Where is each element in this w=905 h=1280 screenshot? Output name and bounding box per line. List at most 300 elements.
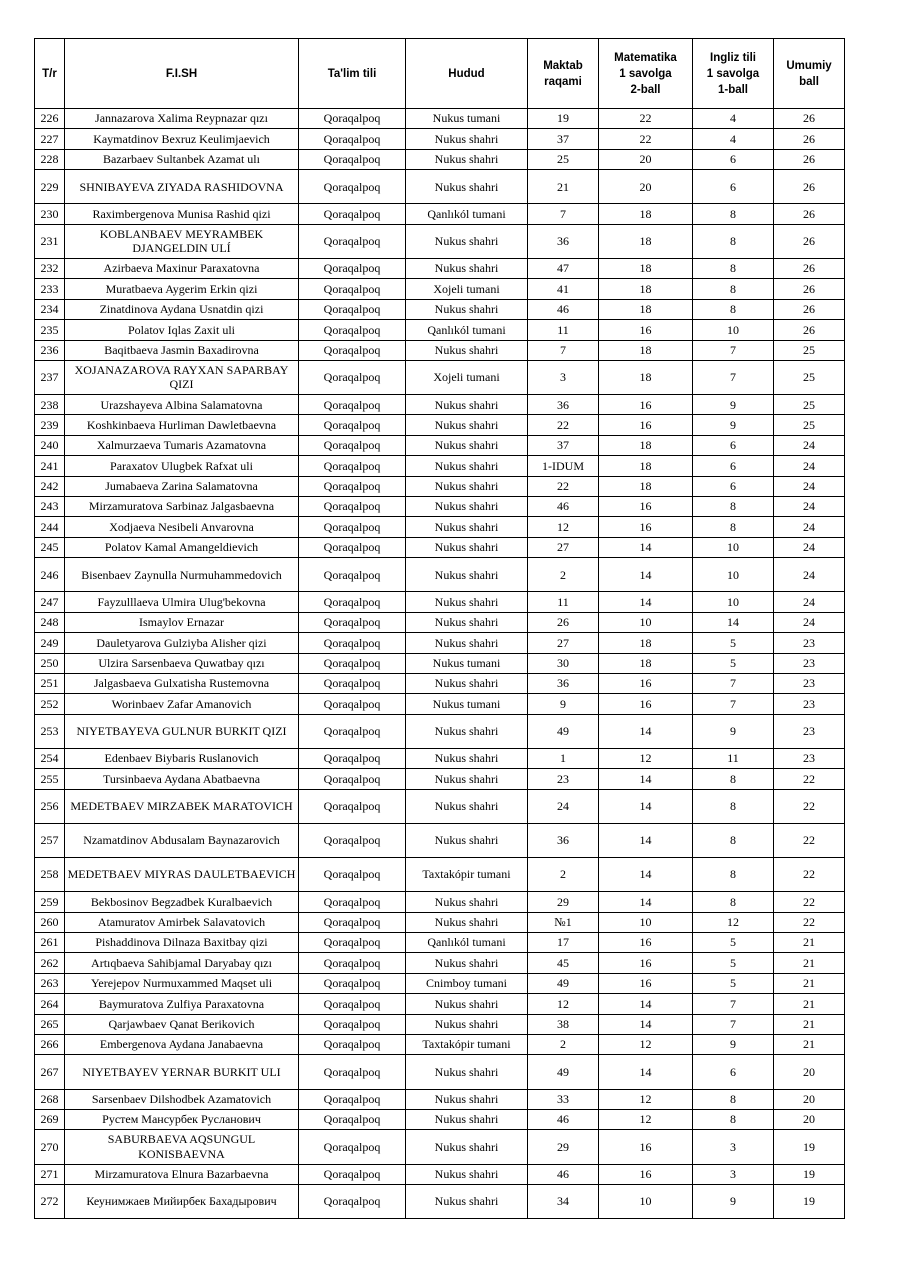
cell-row-number: 259 [35,892,65,912]
cell-total-score: 22 [774,823,845,857]
cell-region: Nukus shahri [406,1164,528,1184]
cell-english-score: 7 [693,1014,774,1034]
cell-row-number: 252 [35,694,65,714]
cell-full-name: Atamuratov Amirbek Salavatovich [65,912,299,932]
cell-full-name: Jannazarova Xalima Reypnazar qızı [65,109,299,129]
cell-math-score: 12 [599,1089,693,1109]
cell-full-name: Baymuratova Zulfiya Paraxatovna [65,994,299,1014]
cell-full-name: Bisenbaev Zaynulla Nurmuhammedovich [65,558,299,592]
cell-region: Nukus tumani [406,653,528,673]
cell-math-score: 18 [599,279,693,299]
cell-english-score: 9 [693,714,774,748]
cell-row-number: 242 [35,476,65,496]
cell-row-number: 226 [35,109,65,129]
cell-region: Nukus shahri [406,149,528,169]
cell-school-number: 9 [528,694,599,714]
cell-full-name: Yerejepov Nurmuxammed Maqset uli [65,973,299,993]
cell-math-score: 14 [599,558,693,592]
cell-total-score: 24 [774,537,845,557]
cell-school-number: 46 [528,1109,599,1129]
cell-english-score: 6 [693,149,774,169]
cell-row-number: 265 [35,1014,65,1034]
cell-english-score: 6 [693,456,774,476]
table-row [35,456,845,476]
cell-school-number: 22 [528,476,599,496]
cell-language: Qoraqalpoq [299,1109,406,1129]
cell-row-number: 246 [35,558,65,592]
cell-math-score: 22 [599,109,693,129]
cell-row-number: 228 [35,149,65,169]
cell-total-score: 21 [774,994,845,1014]
cell-total-score: 21 [774,973,845,993]
cell-total-score: 26 [774,224,845,258]
cell-full-name: Xodjaeva Nesibeli Anvarovna [65,517,299,537]
cell-total-score: 25 [774,360,845,394]
cell-school-number: 49 [528,973,599,993]
cell-total-score: 26 [774,109,845,129]
cell-school-number: 27 [528,633,599,653]
cell-english-score: 6 [693,476,774,496]
cell-row-number: 255 [35,769,65,789]
table-row [35,497,845,517]
cell-total-score: 22 [774,769,845,789]
table-row [35,1089,845,1109]
col-header-total-score: Umumiy ball [774,39,845,109]
cell-language: Qoraqalpoq [299,933,406,953]
cell-full-name: NIYETBAYEV YERNAR BURKIT ULI [65,1055,299,1089]
cell-english-score: 7 [693,340,774,360]
cell-english-score: 7 [693,994,774,1014]
cell-region: Xojeli tumani [406,279,528,299]
cell-region: Nukus shahri [406,823,528,857]
cell-math-score: 16 [599,973,693,993]
cell-full-name: Urazshayeva Albina Salamatovna [65,395,299,415]
cell-region: Nukus shahri [406,673,528,693]
cell-math-score: 18 [599,258,693,278]
cell-language: Qoraqalpoq [299,633,406,653]
table-row [35,170,845,204]
cell-total-score: 24 [774,456,845,476]
cell-region: Nukus shahri [406,299,528,319]
cell-language: Qoraqalpoq [299,435,406,455]
table-row [35,1109,845,1129]
cell-total-score: 21 [774,953,845,973]
table-row [35,912,845,932]
table-row [35,129,845,149]
cell-english-score: 5 [693,633,774,653]
cell-region: Taxtakópir tumani [406,1035,528,1055]
cell-total-score: 19 [774,1184,845,1218]
table-row [35,476,845,496]
cell-region: Nukus shahri [406,537,528,557]
table-row [35,204,845,224]
cell-language: Qoraqalpoq [299,170,406,204]
cell-english-score: 9 [693,1184,774,1218]
cell-total-score: 21 [774,1014,845,1034]
col-header-math-score: Matematika 1 savolga 2-ball [599,39,693,109]
table-row [35,558,845,592]
table-row [35,299,845,319]
table-row [35,748,845,768]
cell-region: Nukus shahri [406,415,528,435]
cell-school-number: 19 [528,109,599,129]
cell-language: Qoraqalpoq [299,769,406,789]
cell-english-score: 8 [693,892,774,912]
cell-math-score: 18 [599,299,693,319]
cell-row-number: 258 [35,858,65,892]
cell-english-score: 8 [693,769,774,789]
cell-total-score: 24 [774,592,845,612]
cell-total-score: 20 [774,1089,845,1109]
cell-language: Qoraqalpoq [299,279,406,299]
cell-language: Qoraqalpoq [299,360,406,394]
cell-language: Qoraqalpoq [299,789,406,823]
cell-math-score: 14 [599,994,693,1014]
col-header-number: T/r [35,39,65,109]
cell-math-score: 18 [599,340,693,360]
cell-school-number: 47 [528,258,599,278]
table-row [35,1184,845,1218]
cell-english-score: 8 [693,823,774,857]
cell-math-score: 12 [599,1109,693,1129]
cell-total-score: 21 [774,933,845,953]
table-row [35,149,845,169]
cell-total-score: 23 [774,694,845,714]
cell-language: Qoraqalpoq [299,748,406,768]
cell-math-score: 16 [599,1130,693,1164]
cell-language: Qoraqalpoq [299,1055,406,1089]
col-header-english-score: Ingliz tili 1 savolga 1-ball [693,39,774,109]
cell-math-score: 14 [599,823,693,857]
cell-full-name: Sarsenbaev Dilshodbek Azamatovich [65,1089,299,1109]
cell-region: Xojeli tumani [406,360,528,394]
cell-english-score: 7 [693,360,774,394]
cell-math-score: 14 [599,1014,693,1034]
cell-math-score: 10 [599,912,693,932]
cell-region: Cnimboy tumani [406,973,528,993]
cell-region: Nukus shahri [406,224,528,258]
cell-school-number: 23 [528,769,599,789]
cell-school-number: 46 [528,1164,599,1184]
cell-math-score: 14 [599,714,693,748]
cell-row-number: 237 [35,360,65,394]
cell-school-number: 29 [528,892,599,912]
cell-full-name: Mirzamuratova Elnura Bazarbaevna [65,1164,299,1184]
cell-full-name: Кеунимжаев Мийирбек Бахадырович [65,1184,299,1218]
cell-region: Nukus shahri [406,714,528,748]
cell-row-number: 250 [35,653,65,673]
cell-language: Qoraqalpoq [299,673,406,693]
cell-school-number: 24 [528,789,599,823]
cell-language: Qoraqalpoq [299,476,406,496]
cell-full-name: Jumabaeva Zarina Salamatovna [65,476,299,496]
cell-row-number: 230 [35,204,65,224]
table-row [35,279,845,299]
cell-language: Qoraqalpoq [299,694,406,714]
cell-full-name: Рустем Мансурбек Русланович [65,1109,299,1129]
cell-school-number: 34 [528,1184,599,1218]
cell-row-number: 254 [35,748,65,768]
cell-language: Qoraqalpoq [299,612,406,632]
table-row [35,653,845,673]
table-row [35,994,845,1014]
cell-english-score: 5 [693,653,774,673]
cell-total-score: 24 [774,612,845,632]
cell-language: Qoraqalpoq [299,109,406,129]
cell-math-score: 20 [599,149,693,169]
col-header-language: Ta'lim tili [299,39,406,109]
cell-english-score: 4 [693,129,774,149]
cell-total-score: 23 [774,748,845,768]
cell-region: Nukus shahri [406,170,528,204]
cell-math-score: 16 [599,497,693,517]
cell-total-score: 19 [774,1164,845,1184]
cell-school-number: 7 [528,340,599,360]
cell-math-score: 12 [599,1035,693,1055]
cell-language: Qoraqalpoq [299,537,406,557]
cell-total-score: 24 [774,435,845,455]
cell-total-score: 26 [774,279,845,299]
cell-english-score: 12 [693,912,774,932]
cell-region: Nukus shahri [406,769,528,789]
cell-math-score: 10 [599,1184,693,1218]
table-row [35,892,845,912]
cell-school-number: 11 [528,592,599,612]
cell-language: Qoraqalpoq [299,653,406,673]
cell-school-number: 49 [528,714,599,748]
cell-row-number: 231 [35,224,65,258]
cell-row-number: 267 [35,1055,65,1089]
cell-row-number: 240 [35,435,65,455]
cell-school-number: 45 [528,953,599,973]
table-row [35,673,845,693]
cell-total-score: 22 [774,789,845,823]
cell-row-number: 262 [35,953,65,973]
table-row [35,1055,845,1089]
cell-full-name: NIYETBAYEVA GULNUR BURKIT QIZI [65,714,299,748]
cell-language: Qoraqalpoq [299,714,406,748]
cell-row-number: 238 [35,395,65,415]
cell-region: Nukus shahri [406,633,528,653]
cell-school-number: 37 [528,129,599,149]
cell-row-number: 269 [35,1109,65,1129]
cell-full-name: Xalmurzaeva Tumaris Azamatovna [65,435,299,455]
cell-row-number: 244 [35,517,65,537]
cell-school-number: 30 [528,653,599,673]
cell-total-score: 26 [774,299,845,319]
cell-school-number: 26 [528,612,599,632]
cell-row-number: 261 [35,933,65,953]
cell-region: Nukus shahri [406,892,528,912]
cell-total-score: 23 [774,633,845,653]
cell-full-name: Jalgasbaeva Gulxatisha Rustemovna [65,673,299,693]
cell-region: Nukus shahri [406,1130,528,1164]
cell-row-number: 233 [35,279,65,299]
cell-school-number: 2 [528,558,599,592]
table-row [35,612,845,632]
cell-total-score: 26 [774,149,845,169]
cell-math-score: 16 [599,395,693,415]
cell-row-number: 256 [35,789,65,823]
cell-math-score: 12 [599,748,693,768]
cell-english-score: 8 [693,224,774,258]
table-row [35,694,845,714]
cell-row-number: 272 [35,1184,65,1218]
cell-language: Qoraqalpoq [299,973,406,993]
cell-math-score: 18 [599,456,693,476]
cell-school-number: 37 [528,435,599,455]
cell-row-number: 263 [35,973,65,993]
cell-school-number: 17 [528,933,599,953]
cell-language: Qoraqalpoq [299,258,406,278]
cell-school-number: 2 [528,858,599,892]
cell-total-score: 24 [774,497,845,517]
cell-language: Qoraqalpoq [299,340,406,360]
cell-english-score: 5 [693,953,774,973]
cell-english-score: 8 [693,858,774,892]
header-row [35,39,845,109]
cell-math-score: 18 [599,360,693,394]
cell-math-score: 14 [599,892,693,912]
cell-full-name: Azirbaeva Maxinur Paraxatovna [65,258,299,278]
cell-school-number: 29 [528,1130,599,1164]
cell-school-number: 46 [528,299,599,319]
cell-full-name: Embergenova Aydana Janabaevna [65,1035,299,1055]
cell-region: Nukus tumani [406,694,528,714]
cell-school-number: 12 [528,517,599,537]
cell-total-score: 22 [774,892,845,912]
cell-english-score: 14 [693,612,774,632]
cell-language: Qoraqalpoq [299,858,406,892]
cell-region: Nukus shahri [406,435,528,455]
cell-math-score: 14 [599,789,693,823]
cell-school-number: 7 [528,204,599,224]
cell-school-number: 11 [528,320,599,340]
cell-language: Qoraqalpoq [299,1184,406,1218]
cell-total-score: 20 [774,1109,845,1129]
cell-language: Qoraqalpoq [299,1130,406,1164]
cell-english-score: 5 [693,933,774,953]
cell-full-name: KOBLANBAEV MEYRAMBEK DJANGELDIN ULÍ [65,224,299,258]
cell-school-number: 36 [528,395,599,415]
cell-language: Qoraqalpoq [299,994,406,1014]
cell-math-score: 16 [599,320,693,340]
cell-region: Nukus shahri [406,612,528,632]
cell-row-number: 268 [35,1089,65,1109]
cell-language: Qoraqalpoq [299,592,406,612]
cell-math-score: 16 [599,953,693,973]
cell-english-score: 6 [693,170,774,204]
table-row [35,1035,845,1055]
cell-full-name: SHNIBAYEVA ZIYADA RASHIDOVNA [65,170,299,204]
cell-school-number: 1-IDUM [528,456,599,476]
table-row [35,517,845,537]
cell-region: Nukus shahri [406,456,528,476]
cell-language: Qoraqalpoq [299,129,406,149]
cell-row-number: 253 [35,714,65,748]
cell-full-name: Pishaddinova Dilnaza Baxitbay qizi [65,933,299,953]
cell-full-name: Qarjawbaev Qanat Berikovich [65,1014,299,1034]
cell-region: Nukus shahri [406,1014,528,1034]
cell-total-score: 23 [774,714,845,748]
cell-school-number: 41 [528,279,599,299]
cell-total-score: 24 [774,558,845,592]
cell-full-name: Worinbaev Zafar Amanovich [65,694,299,714]
table-row [35,320,845,340]
cell-full-name: Edenbaev Biybaris Ruslanovich [65,748,299,768]
cell-english-score: 10 [693,558,774,592]
cell-language: Qoraqalpoq [299,1014,406,1034]
table-row [35,858,845,892]
table-row [35,1130,845,1164]
cell-full-name: Bekbosinov Begzadbek Kuralbaevich [65,892,299,912]
cell-math-score: 16 [599,517,693,537]
cell-row-number: 245 [35,537,65,557]
cell-math-score: 16 [599,694,693,714]
cell-school-number: 1 [528,748,599,768]
cell-math-score: 14 [599,592,693,612]
cell-total-score: 22 [774,912,845,932]
cell-region: Nukus shahri [406,953,528,973]
cell-full-name: Nzamatdinov Abdusalam Baynazarovich [65,823,299,857]
cell-language: Qoraqalpoq [299,204,406,224]
cell-total-score: 26 [774,320,845,340]
cell-region: Nukus shahri [406,1109,528,1129]
table-row [35,1164,845,1184]
cell-full-name: SABURBAEVA AQSUNGUL KONISBAEVNA [65,1130,299,1164]
table-row [35,823,845,857]
cell-row-number: 227 [35,129,65,149]
table-row [35,933,845,953]
cell-language: Qoraqalpoq [299,953,406,973]
cell-english-score: 3 [693,1164,774,1184]
cell-row-number: 247 [35,592,65,612]
cell-region: Nukus shahri [406,1089,528,1109]
cell-total-score: 26 [774,129,845,149]
cell-region: Nukus shahri [406,912,528,932]
cell-school-number: 3 [528,360,599,394]
cell-full-name: Ulzira Sarsenbaeva Quwatbay qızı [65,653,299,673]
cell-full-name: Raximbergenova Munisa Rashid qizi [65,204,299,224]
cell-school-number: 46 [528,497,599,517]
cell-full-name: Polatov Kamal Amangeldievich [65,537,299,557]
cell-row-number: 229 [35,170,65,204]
cell-english-score: 9 [693,1035,774,1055]
cell-full-name: XOJANAZAROVA RAYXAN SAPARBAY QIZI [65,360,299,394]
cell-school-number: 36 [528,673,599,693]
table-row [35,435,845,455]
table-row [35,789,845,823]
cell-english-score: 10 [693,537,774,557]
cell-math-score: 18 [599,435,693,455]
cell-row-number: 239 [35,415,65,435]
cell-row-number: 236 [35,340,65,360]
cell-school-number: 12 [528,994,599,1014]
cell-language: Qoraqalpoq [299,892,406,912]
cell-total-score: 23 [774,653,845,673]
cell-language: Qoraqalpoq [299,320,406,340]
cell-school-number: 49 [528,1055,599,1089]
cell-full-name: Paraxatov Ulugbek Rafxat uli [65,456,299,476]
cell-english-score: 9 [693,395,774,415]
cell-math-score: 14 [599,1055,693,1089]
cell-school-number: 21 [528,170,599,204]
cell-full-name: Artıqbaeva Sahibjamal Daryabay qızı [65,953,299,973]
table-row [35,592,845,612]
cell-full-name: Polatov Iqlas Zaxit uli [65,320,299,340]
table-row [35,109,845,129]
cell-language: Qoraqalpoq [299,1089,406,1109]
